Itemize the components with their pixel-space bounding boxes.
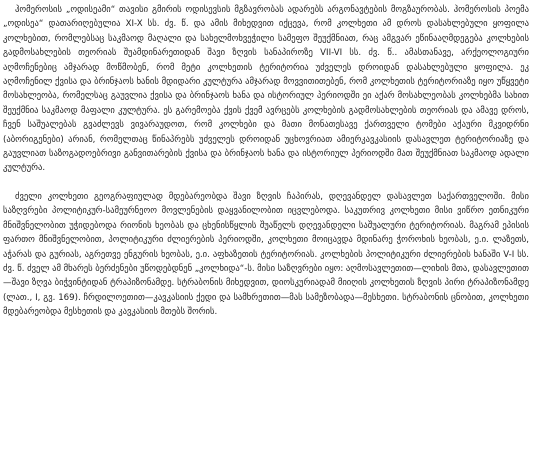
document-page (3, 3, 529, 320)
paragraph-1: ჰომეროსის „ოდისეამი“ თავისი გმირის ოდისევსის მგზავრობას ადარებს არგონავტების მოგზაურობას. ჰომეროსის პოემა „ოდისეა“ დათარიღებულია XI-X სს. ძვ. წ. და ამის მიხედვით იქცევა, რომ კოლხეთი ამ დროს დასახლებული ყოფილა კოლხებით, რომლებსაც საკმაოდ მაღალი და სახელმოხვეჭილი სამეფო შეუქმნიათ, რაც ამგვარ ეწინააღმდეგება კოლხების გადმოსახლების თეორიას შუამდინარეთიდან შავი ზღვის სანაპიროზე VII-VI სს. ძვ. წ.. ამასთანავე, არქეოლოგიური აღმოჩენებიც ამჯარად მოწმობენ, რომ მეტი კოლხეთის ტერიტორია უძველეს დროიდან დასახლებული ყოფილა. ეკ აღმოჩენილ ქვისა და ბრინჯაოს ხანის მდიდარი კულტურა ამჯარად მოვვითითებენ, რომ კოლხეთის ტერიტორიაზე იყო უწყვეტი მოსახლეობა, რომელსაც გაუვლია ქვისა და ბრინჯაოს ხანა და ისტორიულ პერიოდში ეი აქარ მოსახლეობას კოლხებმა სახით შეუქმნია საკმაოდ მაფალი კულტურა. ეს გარემოება ქვის ქვემ ავრცებს კოლხების გადმოსახლების თეორიას და ამავე დროს, ჩვენ საშუალებას გვაძლევს ვივარაუდოთ, რომ კოლხები და მათი მონათესავე ქართველი ტომები აქაური მკვიდრნი (აბორიგენები) არიან, რომელთაც წინაპრებს უძველეს დროიდან უცხოვრიათ ამიერკავკასიის დასავლეთ ტერიტორიაზე და გაუვლიათ საზოგადოებრივი განვითარების ქვისა და ბრინჯაოს ხანა და ისტორიულ პერიოდში მათ შეუქმნიათ საკმაოდ ადალი კულტურა. (3, 5, 529, 174)
paragraph-2: ძველი კოლხეთი გეოგრაფიულად მდებარეობდა შავი ზღვის ჩაპირას, დღევანდელ დასავლეთ საქართველოში. მისი საზღვრები პოლიტიკურ-სამეურნეოო მოვლენების დაყვანილობით იცვლებოდა. საკუთრივ კოლხეთი მისი ვიწრო ეთნიკური მნიშვნელობით უჭიდებოდა რიონის ხეობას და ცხენისწყლის შუაწელს დღევანდელი საშუალური ტერიტორიას. მაგრამ ეპისის ფართო მნიშვნელობით, პოლიტიკური ძლიერების პერიოდში, კოლხეთი მოიცავდა მდინარე ჭოროხის ხეობას, ე.ი. ლაზეთს, აჭარას და გურიას, აგრეთვე ენგურის ხეობას, ე.ი. აფხაზეთის ტერიტორიას. კოლხების პოლიტიკური ძლიერების ხანაში V-I სს. ძვ. წ. ძველ ამ მხარეს ბერძენები უწოდებდნენ „კოლხიდა“-ს. მისი საზღვრები იყო: აღმოსავლეთით—ლიხის მთა, დასავლეთით—შავი ზღვა ბიჭვინტიდან ტრაპიზონამდე. სტრაბონის მიხედვით, დიოსკურიადამ მიიღის კოლხეთის ზღვის პირი ტრაპიზონამდე (ლათ., I, გვ. 169). ჩრდილოეთით—კავკასიის ქედი და სამხრეთით—მას სამეზობადა—მესხეთი. სტრაბონის ცნობით, კოლხეთი მდებარეობდა მესხეთის და კავკასიის მთებს შორის. (3, 191, 529, 318)
